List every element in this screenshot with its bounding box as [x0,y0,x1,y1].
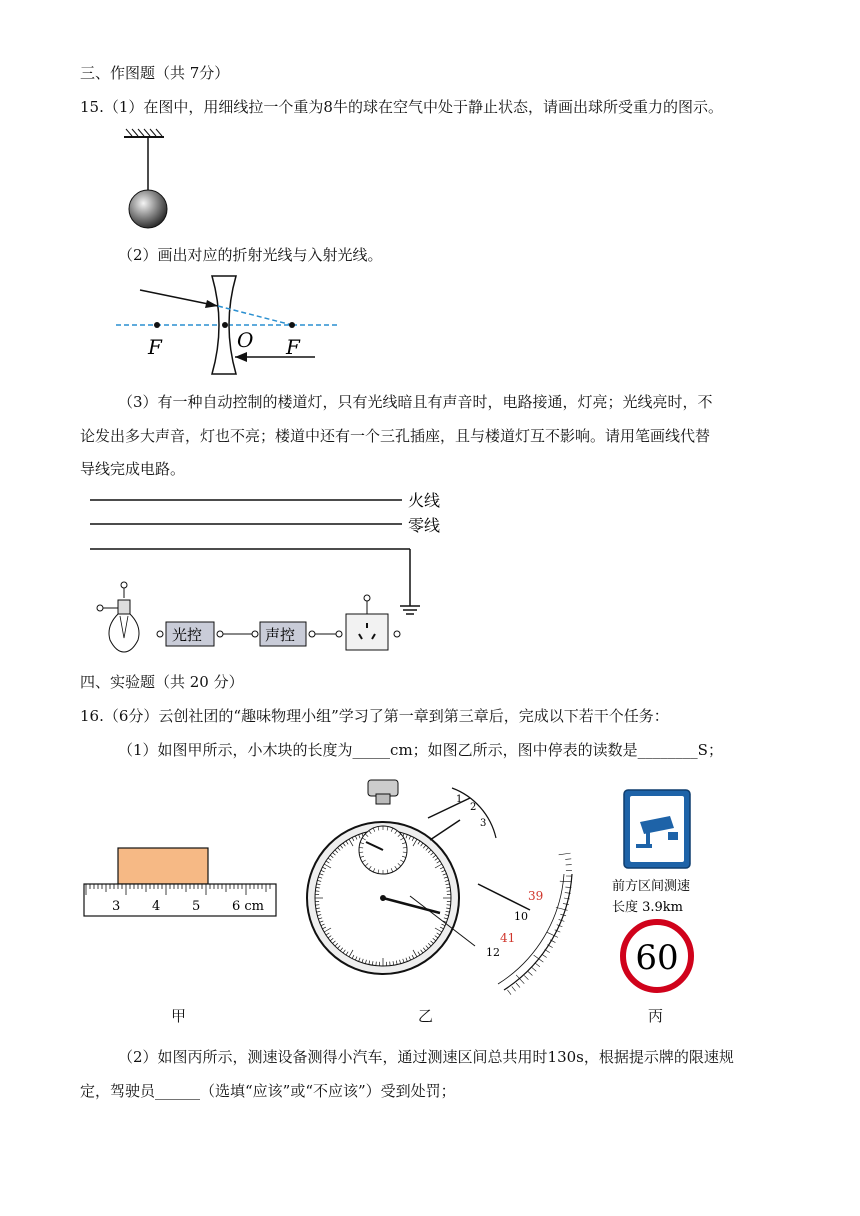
caption-jia: 甲 [171,1007,187,1025]
question-15-part3-line1: （3）有一种自动控制的楼道灯，只有光线暗且有声音时，电路接通，灯亮；光线亮时，不 [118,393,713,411]
second-label-10: 10 [514,910,528,923]
sound-switch-label: 声控 [265,626,296,644]
question-16-part2-line2: 定，驾驶员______（选填“应该”或“不应该”）受到处罚； [80,1082,456,1100]
focus-label-right: F [286,335,300,359]
minute-label-2: 2 [470,802,477,813]
circuit-figure [84,488,464,660]
question-16-intro: 16.（6分）云创社团的“趣味物理小组”学习了第一章到第三章后，完成以下若干个任务： [80,707,669,725]
section-heading-drawing: 三、作图题（共 7分） [80,64,230,82]
ruler-tick-5: 5 [192,899,201,914]
minute-label-1: 1 [456,794,463,805]
question-15-part2: （2）画出对应的折射光线与入射光线。 [118,246,383,264]
ruler-tick-4: 4 [152,899,161,914]
optical-center-label: O [237,328,254,352]
focus-label-left: F [148,335,162,359]
ruler-tick-6cm: 6 cm [232,899,265,914]
question-15-part3-line2: 论发出多大声音，灯也不亮；楼道中还有一个三孔插座，且与楼道灯互不影响。请用笔画线代替 [80,427,711,445]
question-15-part3-line3: 导线完成电路。 [80,460,186,478]
hanging-ball-figure [110,125,190,235]
section-heading-experiment: 四、实验题（共 20 分） [80,673,244,691]
speed-sign-figure [612,788,712,998]
minute-label-3: 3 [480,818,487,829]
speed-limit-value: 60 [635,938,679,978]
concave-lens-figure [110,272,350,380]
sign-text-line2: 长度 3.9km [612,900,684,915]
second-label-12: 12 [486,946,500,959]
question-16-part1: （1）如图甲所示，小木块的长度为_____cm；如图乙所示，图中停表的读数是________S； [118,741,723,759]
stopwatch-figure [300,778,600,996]
neutral-wire-label: 零线 [408,516,441,535]
question-15-part1: 15.（1）在图中，用细线拉一个重为8牛的球在空气中处于静止状态，请画出球所受重力的图示。 [80,98,723,116]
second-label-39: 39 [528,889,544,903]
second-label-41: 41 [500,931,516,945]
light-switch-label: 光控 [172,626,203,644]
ruler-figure [82,842,282,922]
live-wire-label: 火线 [408,491,441,510]
caption-bing: 丙 [648,1007,664,1025]
caption-yi: 乙 [418,1007,434,1025]
question-16-part2-line1: （2）如图丙所示，测速设备测得小汽车，通过测速区间总共用时130s，根据提示牌的限速规 [118,1048,734,1066]
ruler-tick-3: 3 [112,899,121,914]
sign-text-line1: 前方区间测速 [612,879,691,894]
